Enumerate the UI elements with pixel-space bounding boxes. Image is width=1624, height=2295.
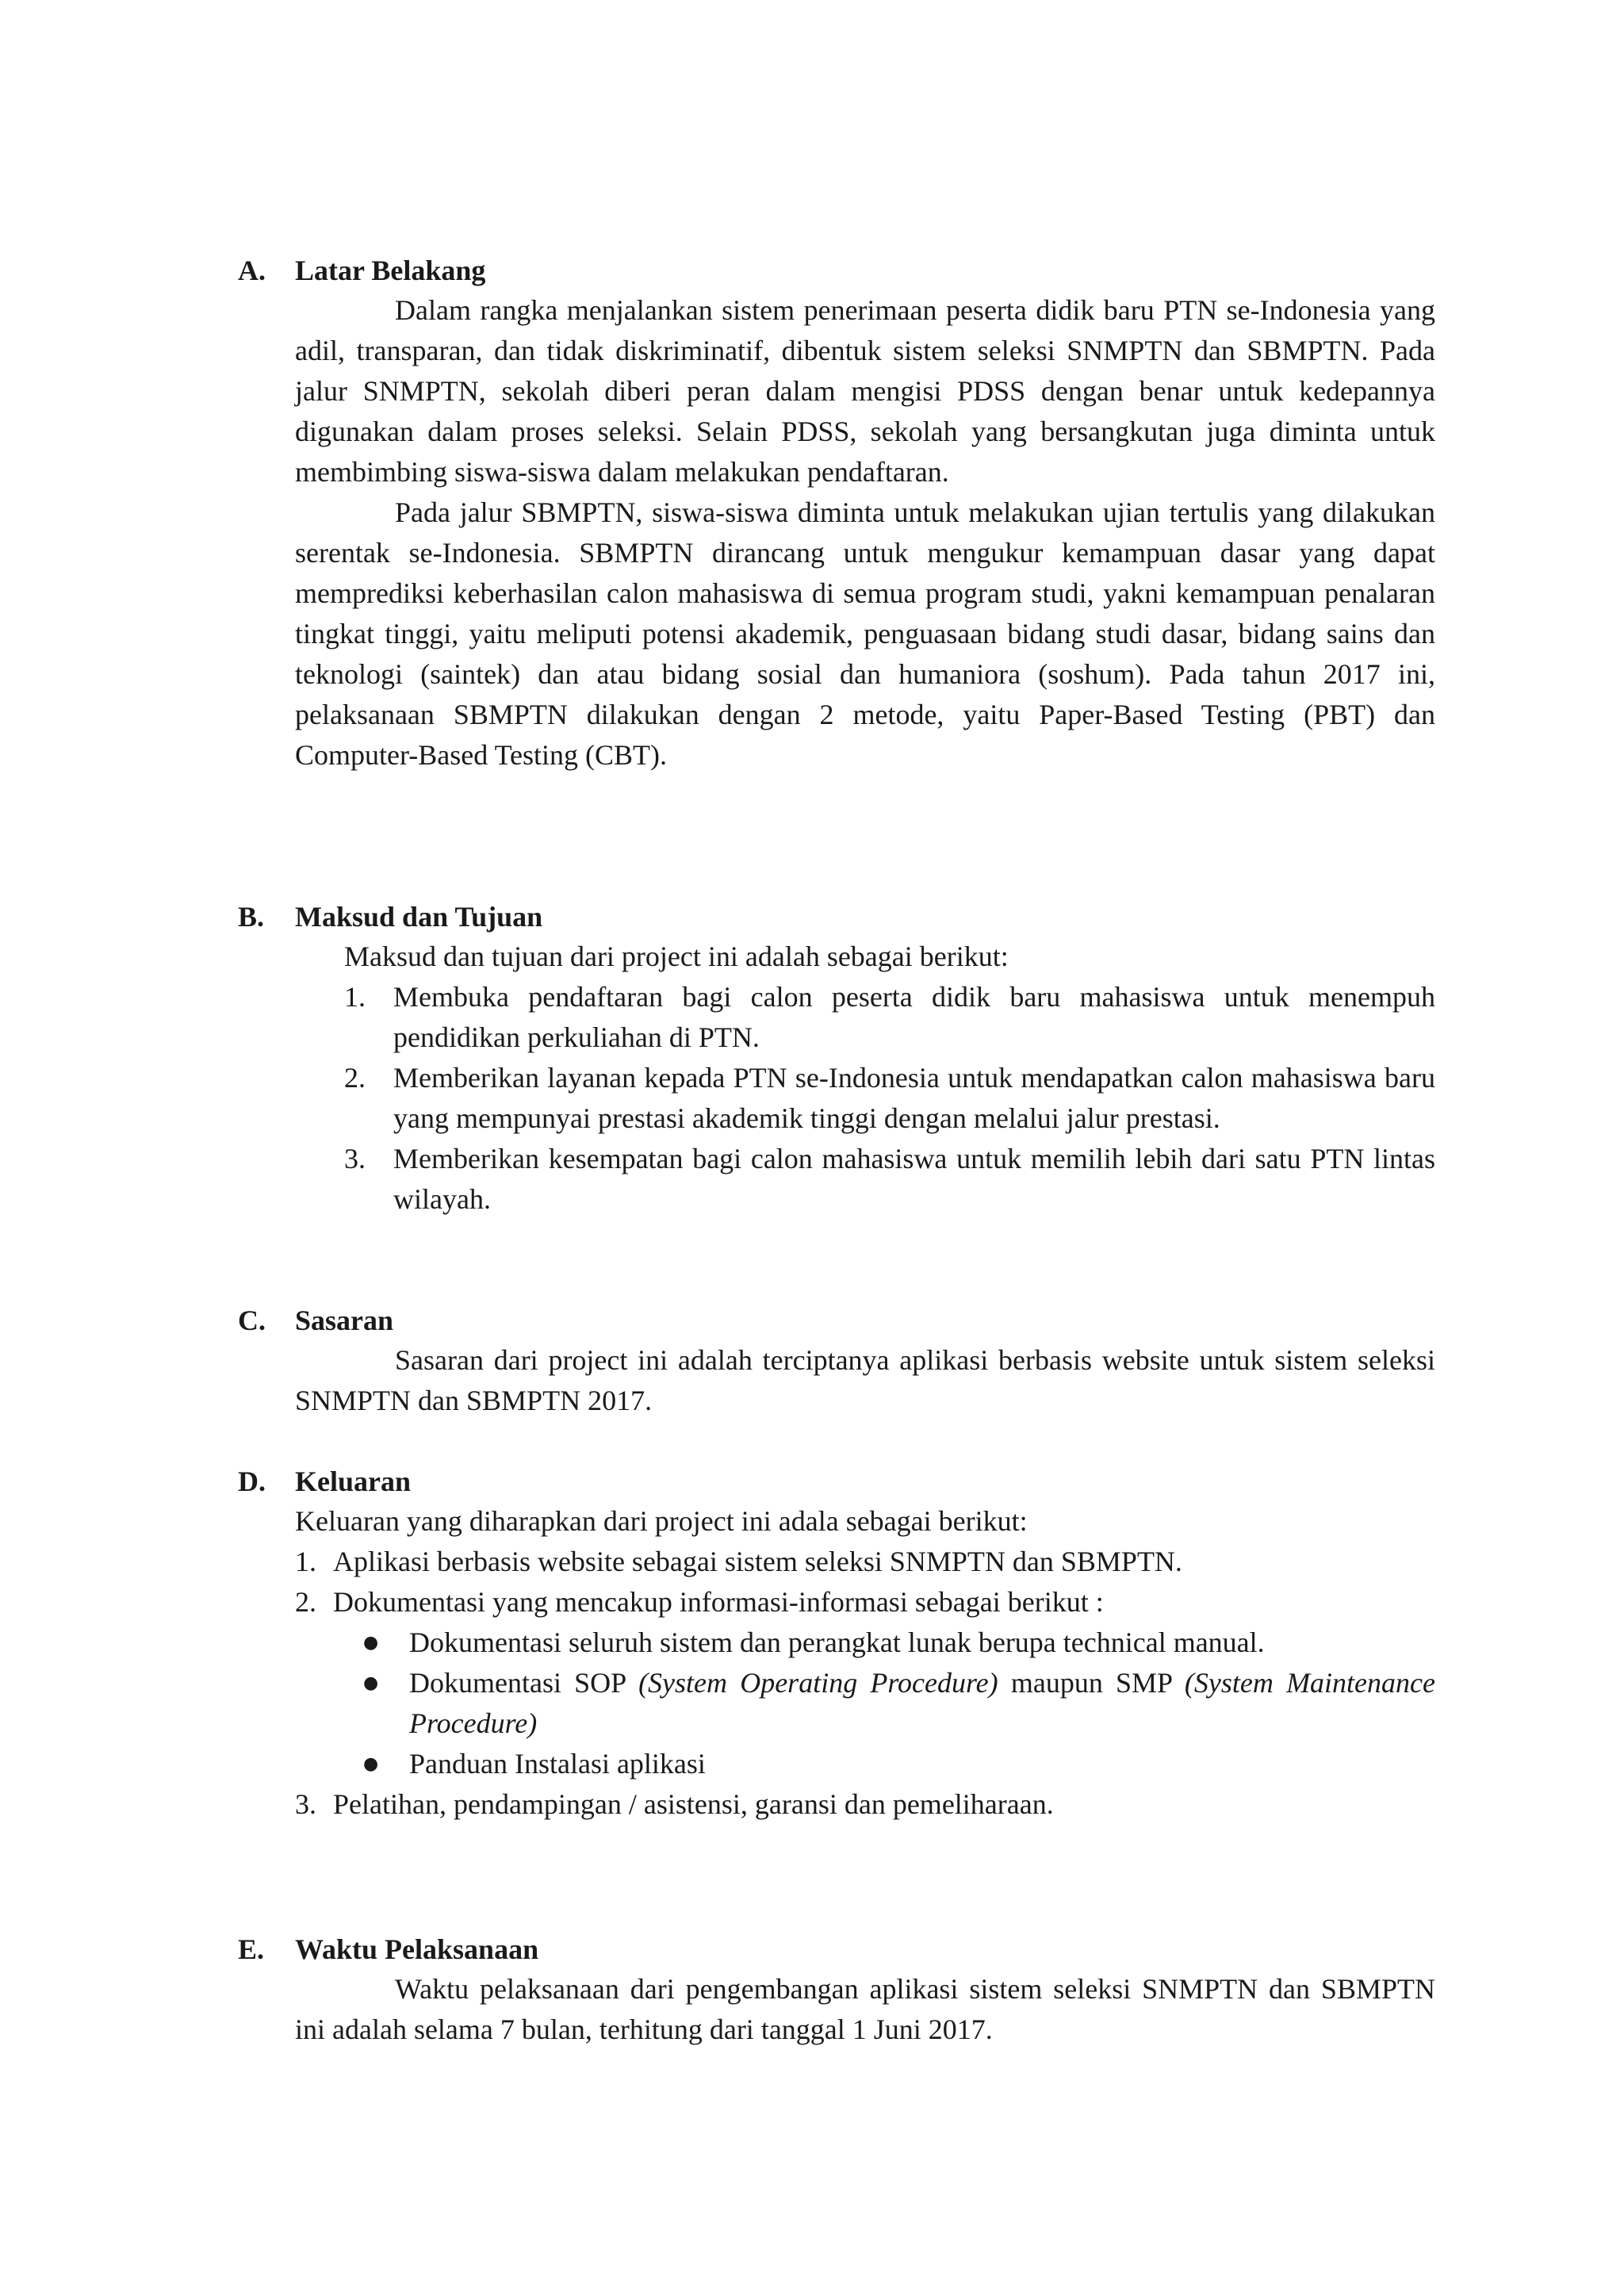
- paragraph: Pada jalur SBMPTN, siswa-siswa diminta untuk melakukan ujian tertulis yang dilakukan serentak se-Indonesia. SBMPTN dirancang untuk mengukur kemampuan dasar yang dapat memprediksi keberhasilan calon mahasiswa di semua program studi, yakni kemampuan penalaran tingkat tinggi, yaitu meliputi potensi akademik, penguasaan bidang studi dasar, bidang sains dan teknologi (saintek) dan atau bidang sosial dan humaniora (soshum). Pada tahun 2017 ini, pelaksanaan SBMPTN dilakukan dengan 2 metode, yaitu Paper-Based Testing (PBT) dan Computer-Based Testing (CBT).: [295, 496, 1435, 771]
- bullet-text-italic: (System Operating Procedure): [638, 1667, 998, 1699]
- bullet-text: Panduan Instalasi aplikasi: [409, 1748, 706, 1780]
- bullet-text-c: maupun SMP: [998, 1667, 1185, 1699]
- section-keluaran: [238, 1462, 1435, 1825]
- list-item: [295, 1582, 1435, 1784]
- numbered-list: [295, 977, 1435, 1220]
- list-number: 2.: [344, 1062, 366, 1094]
- list-item: [295, 1784, 1435, 1825]
- bullet-text: Dokumentasi seluruh sistem dan perangkat lunak berupa technical manual.: [409, 1626, 1265, 1658]
- list-item-text: Aplikasi berbasis website sebagai sistem seleksi SNMPTN dan SBMPTN.: [333, 1546, 1182, 1577]
- bullet-item: [333, 1623, 1435, 1663]
- intro-text: Maksud dan tujuan dari project ini adalah sebagai berikut:: [344, 941, 1009, 972]
- section-heading: [238, 251, 1435, 290]
- section-sasaran: [238, 1301, 1435, 1421]
- paragraph: Sasaran dari project ini adalah terciptanya aplikasi berbasis website untuk sistem seleksi SNMPTN dan SBMPTN 2017.: [295, 1344, 1435, 1416]
- section-waktu-pelaksanaan: [238, 1929, 1435, 2050]
- section-title: Waktu Pelaksanaan: [295, 1933, 539, 1965]
- section-latar-belakang: [238, 251, 1435, 776]
- list-number: 1.: [344, 981, 366, 1013]
- section-body: [295, 937, 1435, 1220]
- list-number: 1.: [295, 1546, 316, 1577]
- bullet-list: [333, 1623, 1435, 1784]
- section-title: Sasaran: [295, 1305, 394, 1336]
- section-letter: C.: [238, 1305, 266, 1336]
- bullet-item: [333, 1744, 1435, 1784]
- section-title: Maksud dan Tujuan: [295, 901, 543, 933]
- section-letter: E.: [238, 1933, 265, 1965]
- numbered-list: [295, 1542, 1435, 1825]
- intro-text: Keluaran yang diharapkan dari project ini adala sebagai berikut:: [295, 1505, 1028, 1537]
- section-letter: A.: [238, 255, 266, 286]
- list-item-text: Membuka pendaftaran bagi calon peserta didik baru mahasiswa untuk menempuh pendidikan perkuliahan di PTN.: [393, 981, 1435, 1053]
- section-letter: B.: [238, 901, 265, 933]
- list-number: 2.: [295, 1586, 316, 1618]
- section-body: [295, 1340, 1435, 1421]
- list-number: 3.: [344, 1143, 366, 1174]
- list-number: 3.: [295, 1788, 316, 1820]
- section-letter: D.: [238, 1466, 266, 1497]
- section-maksud-tujuan: [238, 897, 1435, 1220]
- section-title: Keluaran: [295, 1466, 412, 1497]
- paragraph: Waktu pelaksanaan dari pengembangan aplikasi sistem seleksi SNMPTN dan SBMPTN ini adalah selama 7 bulan, terhitung dari tanggal 1 Juni 2017.: [295, 1973, 1435, 2045]
- bullet-icon: ●: [363, 1673, 379, 1693]
- section-heading: [238, 1929, 1435, 1969]
- list-item: [295, 1139, 1435, 1220]
- section-heading: [238, 897, 1435, 937]
- section-heading: [238, 1462, 1435, 1501]
- section-body: [295, 1501, 1435, 1825]
- list-item-text: Memberikan kesempatan bagi calon mahasiswa untuk memilih lebih dari satu PTN lintas wilayah.: [393, 1143, 1435, 1215]
- list-item: [295, 1058, 1435, 1139]
- list-item: [295, 977, 1435, 1058]
- bullet-text-italic: (System Maintenance Procedure): [409, 1667, 1435, 1739]
- bullet-icon: ●: [363, 1754, 379, 1774]
- list-item: [295, 1542, 1435, 1582]
- bullet-item: [333, 1663, 1435, 1744]
- paragraph: Dalam rangka menjalankan sistem penerimaan peserta didik baru PTN se-Indonesia yang adil, transparan, dan tidak diskriminatif, dibentuk sistem seleksi SNMPTN dan SBMPTN. Pada jalur SNMPTN, sekolah diberi peran dalam mengisi PDSS dengan benar untuk kedepannya digunakan dalam proses seleksi. Selain PDSS, sekolah yang bersangkutan juga diminta untuk membimbing siswa-siswa dalam melakukan pendaftaran.: [295, 294, 1435, 488]
- bullet-text-a: Dokumentasi SOP: [409, 1667, 639, 1699]
- section-heading: [238, 1301, 1435, 1340]
- section-body: [295, 290, 1435, 776]
- section-body: [295, 1969, 1435, 2050]
- list-item-text: Pelatihan, pendampingan / asistensi, garansi dan pemeliharaan.: [333, 1788, 1054, 1820]
- list-item-text: Memberikan layanan kepada PTN se-Indonesia untuk mendapatkan calon mahasiswa baru yang mempunyai prestasi akademik tinggi dengan melalui jalur prestasi.: [393, 1062, 1435, 1134]
- section-title: Latar Belakang: [295, 255, 486, 286]
- bullet-icon: ●: [363, 1633, 379, 1653]
- list-item-text: Dokumentasi yang mencakup informasi-informasi sebagai berikut :: [333, 1586, 1104, 1618]
